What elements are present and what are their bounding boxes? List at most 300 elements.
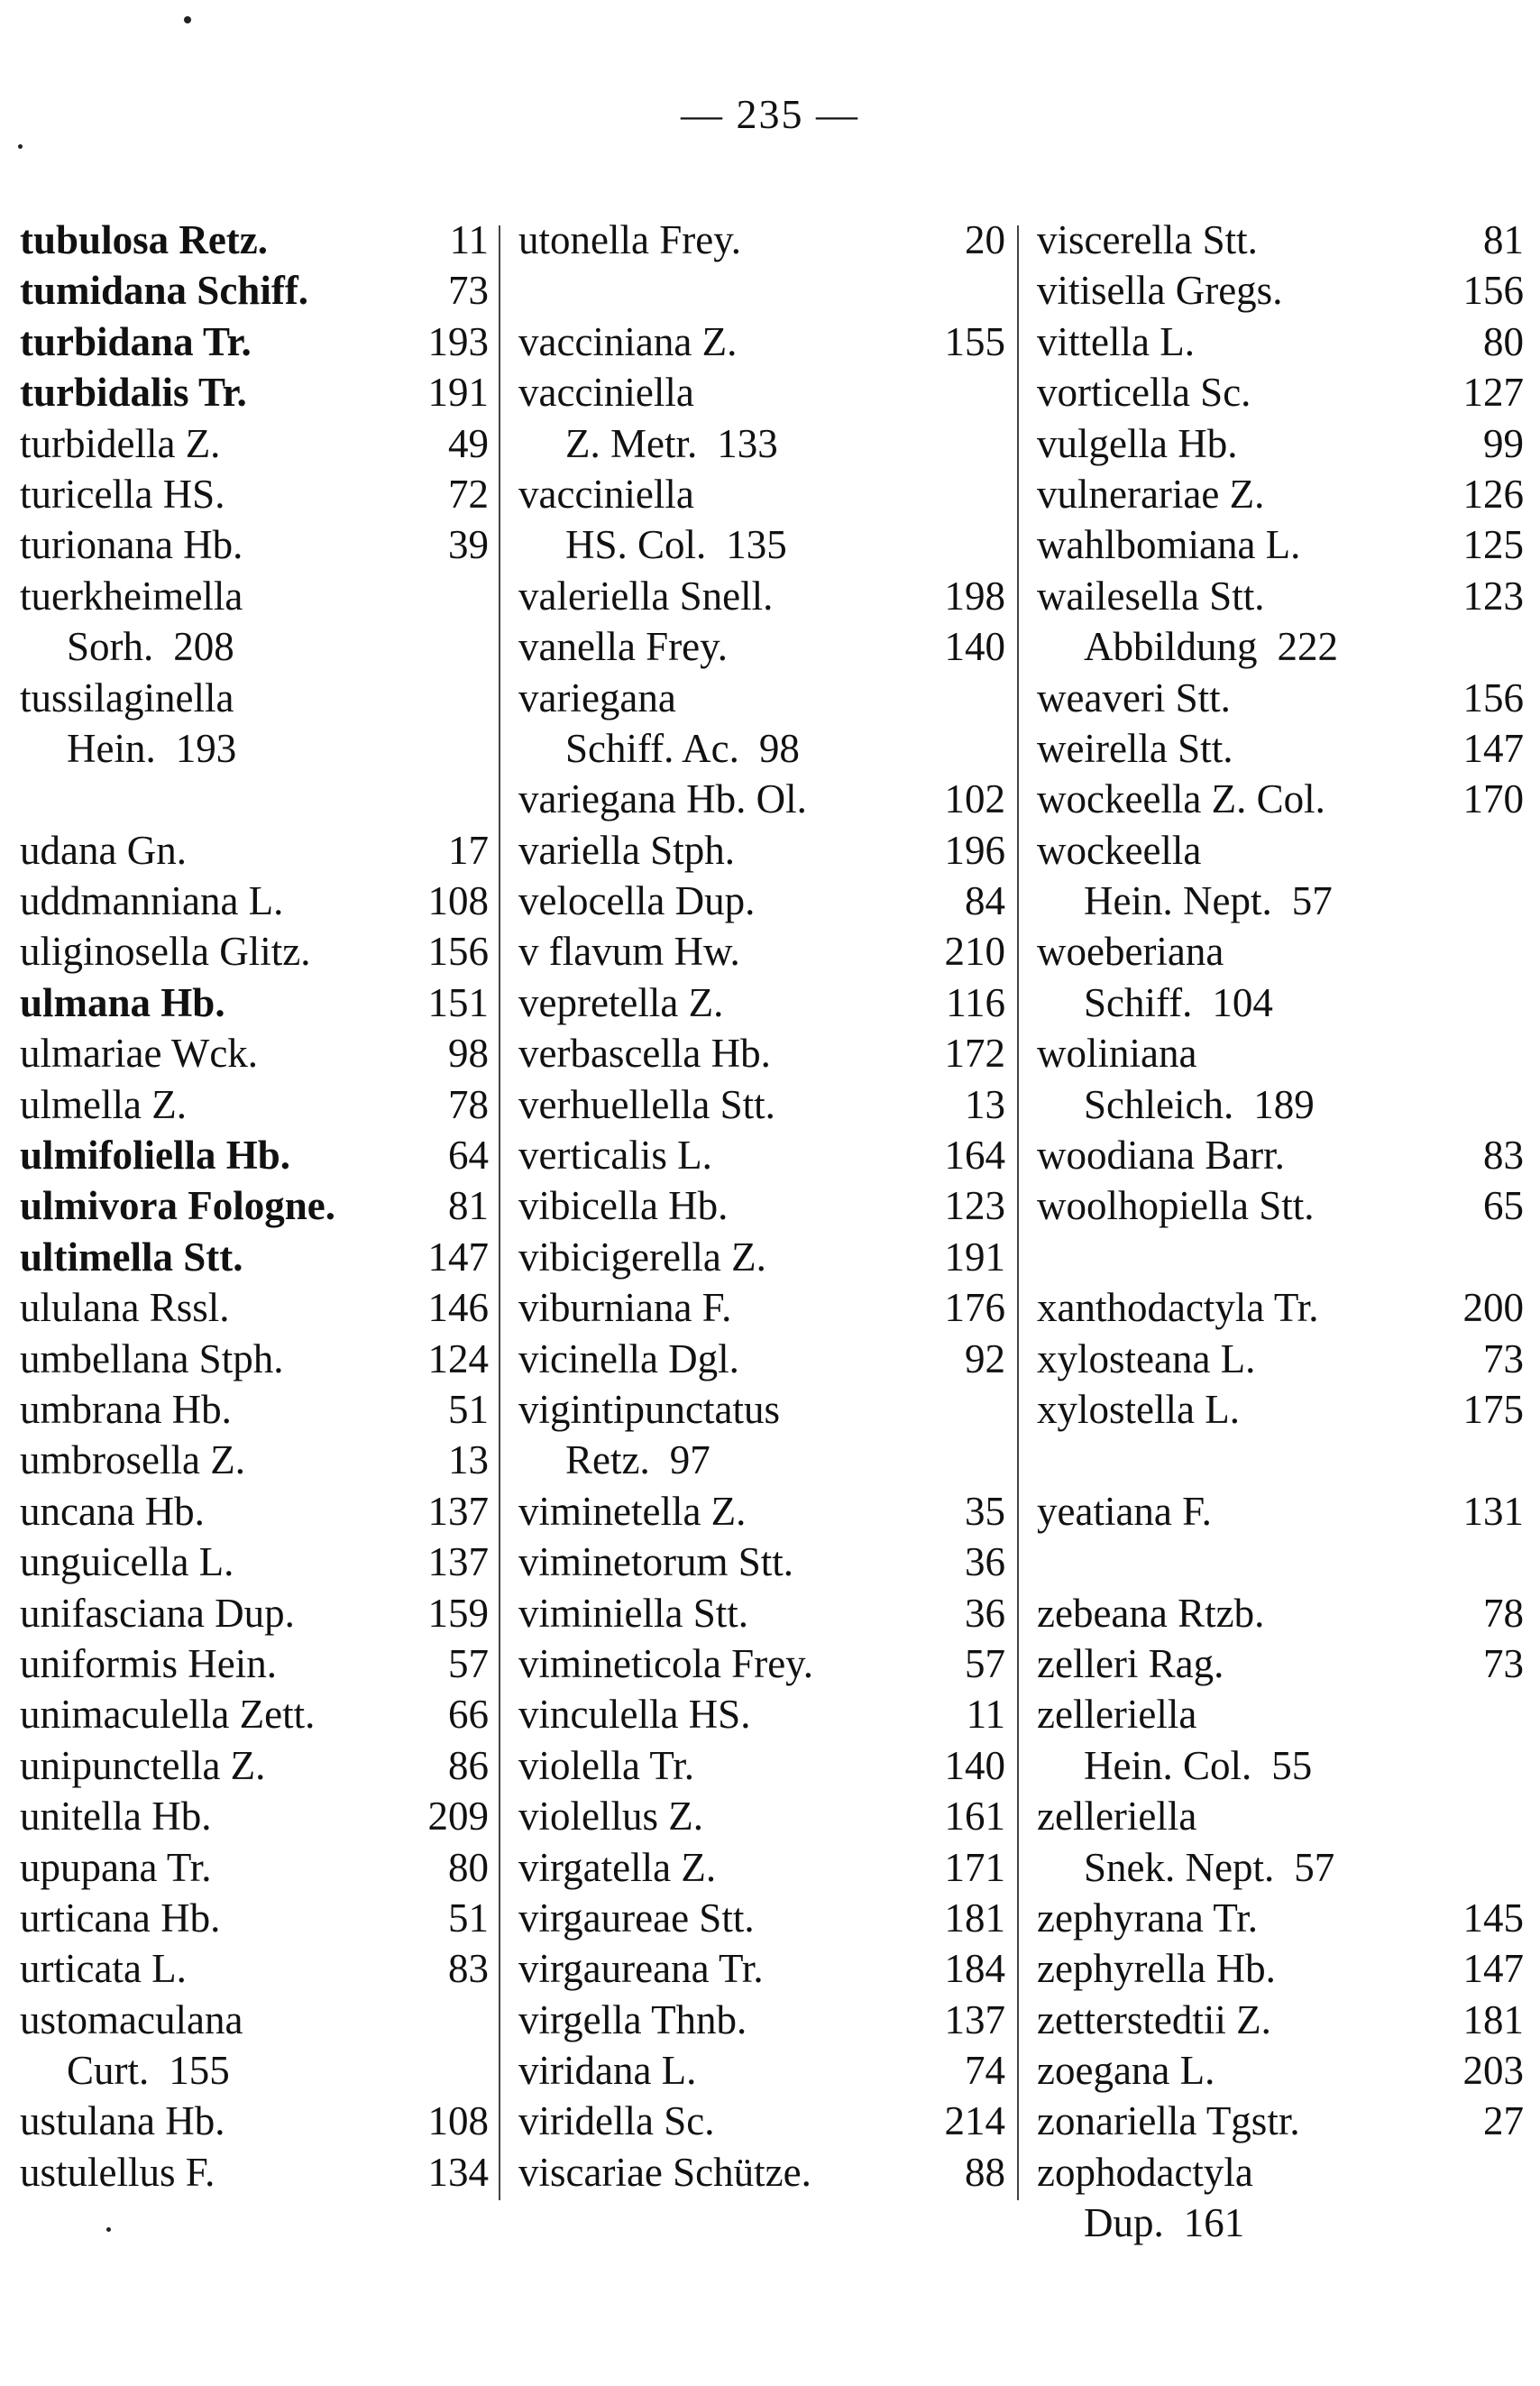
ink-speck: [106, 2227, 111, 2232]
index-column-2: [518, 215, 1005, 2198]
entry-page-number: 97: [669, 1437, 710, 1483]
index-entry: [20, 2096, 489, 2146]
entry-page-number: 72: [448, 471, 489, 517]
entry-name: upupana Tr.: [20, 1844, 212, 1890]
entry-name: virgella Thnb.: [518, 1996, 747, 2042]
entry-page-number: 147: [1462, 725, 1524, 771]
entry-page-number: 92: [965, 1335, 1005, 1381]
index-entry: [20, 1282, 489, 1333]
entry-name: vulnerariae Z.: [1037, 471, 1265, 517]
index-entry: [20, 1384, 489, 1435]
entry-page-number: 108: [427, 878, 489, 924]
index-entry: [20, 926, 489, 977]
index-entry: [20, 1180, 489, 1231]
index-entry: [1037, 2198, 1524, 2248]
index-entry: [1037, 2147, 1524, 2198]
index-entry: [20, 1995, 489, 2045]
entry-name: wahlbomiana L.: [1037, 522, 1301, 568]
entry-name: virgatella Z.: [518, 1844, 717, 1890]
entry-page-number: 17: [448, 827, 489, 873]
entry-page-number: 196: [944, 827, 1005, 873]
entry-name: Curt.: [67, 2048, 150, 2094]
entry-name: unifasciana Dup.: [20, 1590, 295, 1636]
entry-page-number: 83: [1483, 1133, 1524, 1179]
index-entry: [518, 977, 1005, 1028]
page-number: — 235 —: [681, 91, 859, 137]
entry-name: velocella Dup.: [518, 878, 756, 924]
entry-page-number: 99: [1483, 420, 1524, 466]
entry-name: udana Gn.: [20, 827, 187, 873]
index-entry: [1037, 1943, 1524, 1994]
index-entry: [20, 977, 489, 1028]
entry-page-number: 156: [1462, 675, 1524, 720]
entry-name: Abbildung: [1084, 624, 1258, 670]
index-entry: [1037, 367, 1524, 418]
entry-spacer: [518, 265, 1005, 316]
entry-page-number: 88: [965, 2149, 1005, 2195]
entry-name: vacciniella: [518, 471, 694, 517]
entry-name: violella Tr.: [518, 1742, 695, 1788]
entry-name: unitella Hb.: [20, 1794, 212, 1840]
entry-name: virgaureae Stt.: [518, 1895, 755, 1941]
entry-page-number: 81: [448, 1183, 489, 1229]
entry-page-number: 171: [944, 1844, 1005, 1890]
index-entry: [1037, 1588, 1524, 1638]
entry-name: Hein. Col.: [1084, 1742, 1252, 1788]
index-entry: [1037, 1740, 1524, 1791]
index-entry: [1037, 673, 1524, 723]
entry-page-number: 184: [944, 1946, 1005, 1992]
entry-name: zelleriella: [1037, 1692, 1197, 1738]
entry-page-number: 210: [944, 929, 1005, 975]
ink-speck: [184, 16, 191, 23]
entry-page-number: 57: [1291, 878, 1333, 924]
entry-page-number: 27: [1483, 2098, 1524, 2144]
index-entry: [518, 1384, 1005, 1435]
entry-name: uliginosella Glitz.: [20, 929, 311, 975]
entry-name: ustulellus F.: [20, 2149, 215, 2195]
entry-page-number: 80: [448, 1844, 489, 1890]
entry-name: ulmariae Wck.: [20, 1031, 259, 1077]
entry-page-number: 140: [944, 624, 1005, 670]
entry-name: tubulosa Retz.: [20, 217, 269, 262]
entry-page-number: 170: [1462, 776, 1524, 822]
index-entry: [518, 876, 1005, 926]
entry-page-number: 133: [717, 420, 778, 466]
index-entry: [518, 418, 1005, 469]
entry-name: verhuellella Stt.: [518, 1081, 775, 1127]
entry-page-number: 13: [965, 1081, 1005, 1127]
entry-page-number: 20: [965, 217, 1005, 262]
index-entry: [20, 1943, 489, 1994]
index-entry: [518, 1995, 1005, 2045]
entry-page-number: 125: [1462, 522, 1524, 568]
entry-name: variegana Hb. Ol.: [518, 776, 807, 822]
entry-name: woliniana: [1037, 1031, 1197, 1077]
index-entry: [518, 774, 1005, 824]
entry-page-number: 189: [1253, 1081, 1315, 1127]
index-entry: [518, 1435, 1005, 1485]
entry-page-number: 156: [427, 929, 489, 975]
entry-name: Hein. Nept.: [1084, 878, 1272, 924]
entry-name: zephyrella Hb.: [1037, 1946, 1276, 1992]
entry-name: HS. Col.: [565, 522, 707, 568]
index-column-3: [1037, 215, 1524, 2249]
entry-name: verbascella Hb.: [518, 1031, 771, 1077]
entry-name: viminetella Z.: [518, 1488, 747, 1534]
entry-page-number: 209: [427, 1794, 489, 1840]
index-entry: [1037, 1486, 1524, 1537]
entry-page-number: 198: [944, 573, 1005, 619]
entry-name: Schiff.: [1084, 979, 1193, 1025]
index-entry: [518, 1588, 1005, 1638]
index-entry: [1037, 418, 1524, 469]
column-divider-left: [499, 225, 500, 2200]
entry-name: xylosteana L.: [1037, 1335, 1256, 1381]
index-entry: [518, 1893, 1005, 1943]
entry-name: variella Stph.: [518, 827, 735, 873]
index-entry: [518, 1180, 1005, 1231]
index-entry: [518, 519, 1005, 570]
entry-name: wockeella: [1037, 827, 1202, 873]
entry-name: zelleri Rag.: [1037, 1640, 1224, 1686]
entry-name: viscerella Stt.: [1037, 217, 1258, 262]
entry-page-number: 98: [758, 725, 800, 771]
entry-name: unguicella L.: [20, 1539, 234, 1585]
entry-page-number: 57: [448, 1640, 489, 1686]
index-entry: [1037, 1180, 1524, 1231]
index-entry: [20, 2045, 489, 2096]
entry-name: turbidalis Tr.: [20, 370, 247, 416]
entry-name: tumidana Schiff.: [20, 268, 309, 314]
index-entry: [20, 571, 489, 621]
entry-page-number: 203: [1462, 2048, 1524, 2094]
entry-name: ustomaculana: [20, 1996, 243, 2042]
entry-page-number: 127: [1462, 370, 1524, 416]
entry-name: tussilaginella: [20, 675, 234, 720]
entry-name: uniformis Hein.: [20, 1640, 277, 1686]
entry-name: verticalis L.: [518, 1133, 712, 1179]
index-entry: [20, 469, 489, 519]
entry-name: woolhopiella Stt.: [1037, 1183, 1315, 1229]
entry-page-number: 57: [1294, 1844, 1335, 1890]
index-entry: [20, 265, 489, 316]
index-entry: [20, 1791, 489, 1841]
entry-page-number: 84: [965, 878, 1005, 924]
entry-page-number: 123: [1462, 573, 1524, 619]
entry-page-number: 49: [448, 420, 489, 466]
index-entry: [20, 1588, 489, 1638]
index-entry: [1037, 2096, 1524, 2146]
index-entry: [20, 1079, 489, 1130]
entry-spacer: [1037, 1435, 1524, 1485]
entry-page-number: 200: [1462, 1285, 1524, 1331]
entry-page-number: 208: [173, 624, 234, 670]
index-entry: [518, 1079, 1005, 1130]
entry-name: ulmivora Fologne.: [20, 1183, 335, 1229]
entry-name: turicella HS.: [20, 471, 225, 517]
index-entry: [518, 317, 1005, 367]
index-entry: [518, 1791, 1005, 1841]
entry-name: valeriella Snell.: [518, 573, 774, 619]
index-entry: [20, 723, 489, 774]
entry-page-number: 155: [169, 2048, 230, 2094]
entry-name: zophodactyla: [1037, 2149, 1253, 2195]
entry-name: vittella L.: [1037, 318, 1195, 364]
index-entry: [518, 215, 1005, 265]
entry-page-number: 35: [965, 1488, 1005, 1534]
entry-page-number: 135: [726, 522, 787, 568]
index-entry: [518, 825, 1005, 876]
entry-page-number: 73: [1483, 1335, 1524, 1381]
entry-name: turbidella Z.: [20, 420, 221, 466]
entry-page-number: 193: [427, 318, 489, 364]
entry-spacer: [1037, 1232, 1524, 1282]
entry-page-number: 161: [1183, 2200, 1245, 2246]
entry-page-number: 172: [944, 1031, 1005, 1077]
column-divider-right: [1017, 225, 1019, 2200]
index-entry: [518, 571, 1005, 621]
index-entry: [1037, 571, 1524, 621]
index-entry: [20, 317, 489, 367]
entry-name: Dup.: [1084, 2200, 1164, 2246]
index-entry: [20, 1334, 489, 1384]
index-entry: [518, 1282, 1005, 1333]
entry-name: vanella Frey.: [518, 624, 728, 670]
index-entry: [518, 2147, 1005, 2198]
entry-page-number: 36: [965, 1539, 1005, 1585]
index-entry: [20, 621, 489, 672]
index-entry: [20, 418, 489, 469]
entry-name: zoegana L.: [1037, 2048, 1215, 2094]
index-column-1: [20, 215, 489, 2198]
index-entry: [1037, 825, 1524, 876]
entry-name: Hein.: [67, 725, 156, 771]
entry-page-number: 116: [946, 979, 1005, 1025]
entry-page-number: 147: [427, 1234, 489, 1280]
index-entry: [1037, 1791, 1524, 1841]
entry-page-number: 73: [1483, 1640, 1524, 1686]
entry-page-number: 108: [427, 2098, 489, 2144]
entry-page-number: 146: [427, 1285, 489, 1331]
index-entry: [20, 519, 489, 570]
entry-page-number: 131: [1462, 1488, 1524, 1534]
index-entry: [518, 1537, 1005, 1587]
index-entry: [20, 215, 489, 265]
entry-name: vinculella HS.: [518, 1692, 751, 1738]
index-entry: [518, 926, 1005, 977]
entry-page-number: 137: [427, 1488, 489, 1534]
index-entry: [518, 1028, 1005, 1078]
index-entry: [1037, 317, 1524, 367]
index-entry: [1037, 774, 1524, 824]
entry-name: yeatiana F.: [1037, 1488, 1212, 1534]
entry-page-number: 102: [944, 776, 1005, 822]
entry-name: vulgella Hb.: [1037, 420, 1238, 466]
entry-name: virgaureana Tr.: [518, 1946, 764, 1992]
index-entry: [20, 1028, 489, 1078]
index-entry: [518, 1842, 1005, 1893]
entry-name: vacciniella: [518, 370, 694, 416]
index-entry: [518, 1943, 1005, 1994]
entry-name: ulmifoliella Hb.: [20, 1133, 291, 1179]
entry-name: unimaculella Zett.: [20, 1692, 316, 1738]
entry-page-number: 55: [1271, 1742, 1313, 1788]
entry-name: ulmella Z.: [20, 1081, 187, 1127]
entry-name: weaveri Stt.: [1037, 675, 1231, 720]
entry-page-number: 78: [1483, 1590, 1524, 1636]
index-entry: [518, 673, 1005, 723]
entry-name: vigintipunctatus: [518, 1386, 780, 1432]
index-entry: [20, 1486, 489, 1537]
entry-name: uncana Hb.: [20, 1488, 205, 1534]
entry-name: unipunctella Z.: [20, 1742, 266, 1788]
index-entry: [518, 1232, 1005, 1282]
index-entry: [1037, 1689, 1524, 1739]
entry-page-number: 11: [966, 1692, 1005, 1738]
entry-page-number: 66: [448, 1692, 489, 1738]
index-entry: [1037, 215, 1524, 265]
entry-name: xanthodactyla Tr.: [1037, 1285, 1319, 1331]
entry-name: zelleriella: [1037, 1794, 1197, 1840]
index-entry: [1037, 1282, 1524, 1333]
entry-name: umbellana Stph.: [20, 1335, 284, 1381]
entry-page-number: 51: [448, 1895, 489, 1941]
entry-page-number: 155: [944, 318, 1005, 364]
entry-name: ulmana Hb.: [20, 979, 225, 1025]
index-entry: [1037, 876, 1524, 926]
entry-page-number: 193: [175, 725, 237, 771]
index-entry: [1037, 1079, 1524, 1130]
entry-name: zetterstedtii Z.: [1037, 1996, 1271, 2042]
entry-name: viminetorum Stt.: [518, 1539, 794, 1585]
index-entry: [518, 1638, 1005, 1689]
index-entry: [1037, 469, 1524, 519]
index-entry: [518, 1130, 1005, 1180]
entry-name: Schleich.: [1084, 1081, 1234, 1127]
entry-page-number: 124: [427, 1335, 489, 1381]
index-entry: [20, 876, 489, 926]
entry-name: uddmanniana L.: [20, 878, 284, 924]
index-entry: [1037, 519, 1524, 570]
entry-name: zebeana Rtzb.: [1037, 1590, 1265, 1636]
entry-name: tuerkheimella: [20, 573, 243, 619]
index-entry: [20, 1689, 489, 1739]
entry-name: vicinella Dgl.: [518, 1335, 739, 1381]
index-entry: [1037, 1842, 1524, 1893]
entry-page-number: 13: [448, 1437, 489, 1483]
entry-name: viscariae Schütze.: [518, 2149, 811, 2195]
entry-page-number: 78: [448, 1081, 489, 1127]
index-entry: [20, 2147, 489, 2198]
entry-spacer: [1037, 1537, 1524, 1587]
entry-name: violellus Z.: [518, 1794, 703, 1840]
entry-name: vimineticola Frey.: [518, 1640, 813, 1686]
index-entry: [518, 1334, 1005, 1384]
entry-name: zephyrana Tr.: [1037, 1895, 1258, 1941]
index-entry: [20, 1842, 489, 1893]
entry-name: viridana L.: [518, 2048, 697, 2094]
entry-page-number: 137: [427, 1539, 489, 1585]
index-entry: [518, 469, 1005, 519]
index-entry: [518, 2096, 1005, 2146]
index-entry: [1037, 1028, 1524, 1078]
entry-name: viridella Sc.: [518, 2098, 715, 2144]
index-entry: [518, 1740, 1005, 1791]
entry-name: weirella Stt.: [1037, 725, 1233, 771]
entry-page-number: 159: [427, 1590, 489, 1636]
index-entry: [1037, 265, 1524, 316]
entry-name: ululana Rssl.: [20, 1285, 230, 1331]
entry-name: woeberiana: [1037, 929, 1224, 975]
entry-name: Retz.: [565, 1437, 650, 1483]
entry-name: vibicella Hb.: [518, 1183, 729, 1229]
entry-page-number: 145: [1462, 1895, 1524, 1941]
entry-name: umbrana Hb.: [20, 1386, 232, 1432]
entry-name: viminiella Stt.: [518, 1590, 748, 1636]
index-entry: [518, 621, 1005, 672]
entry-name: vacciniana Z.: [518, 318, 738, 364]
entry-page-number: 51: [448, 1386, 489, 1432]
entry-page-number: 140: [944, 1742, 1005, 1788]
index-entry: [20, 1232, 489, 1282]
entry-page-number: 222: [1277, 624, 1339, 670]
entry-name: urticata L.: [20, 1946, 187, 1992]
entry-page-number: 65: [1483, 1183, 1524, 1229]
entry-name: variegana: [518, 675, 676, 720]
entry-page-number: 11: [449, 217, 489, 262]
index-entry: [1037, 723, 1524, 774]
entry-spacer: [20, 774, 489, 824]
entry-page-number: 214: [944, 2098, 1005, 2144]
entry-page-number: 81: [1483, 217, 1524, 262]
entry-page-number: 156: [1462, 268, 1524, 314]
entry-name: viburniana F.: [518, 1285, 732, 1331]
entry-name: Schiff. Ac.: [565, 725, 739, 771]
entry-name: vibicigerella Z.: [518, 1234, 766, 1280]
entry-name: woodiana Barr.: [1037, 1133, 1285, 1179]
entry-name: umbrosella Z.: [20, 1437, 245, 1483]
entry-page-number: 64: [448, 1133, 489, 1179]
ink-speck: [18, 144, 23, 149]
index-entry: [20, 1740, 489, 1791]
entry-name: vepretella Z.: [518, 979, 724, 1025]
entry-name: ustulana Hb.: [20, 2098, 225, 2144]
index-entry: [1037, 926, 1524, 977]
entry-page-number: 83: [448, 1946, 489, 1992]
index-entry: [518, 1486, 1005, 1537]
entry-name: wockeella Z. Col.: [1037, 776, 1325, 822]
entry-name: turionana Hb.: [20, 522, 243, 568]
entry-page-number: 39: [448, 522, 489, 568]
index-entry: [20, 1893, 489, 1943]
entry-name: wailesella Stt.: [1037, 573, 1265, 619]
entry-page-number: 73: [448, 268, 489, 314]
entry-name: zonariella Tgstr.: [1037, 2098, 1300, 2144]
entry-page-number: 147: [1462, 1946, 1524, 1992]
index-entry: [20, 1130, 489, 1180]
entry-page-number: 181: [944, 1895, 1005, 1941]
index-entry: [518, 1689, 1005, 1739]
index-entry: [20, 673, 489, 723]
entry-page-number: 164: [944, 1133, 1005, 1179]
entry-name: urticana Hb.: [20, 1895, 221, 1941]
entry-name: utonella Frey.: [518, 217, 742, 262]
entry-page-number: 126: [1462, 471, 1524, 517]
entry-name: vitisella Gregs.: [1037, 268, 1283, 314]
entry-page-number: 137: [944, 1996, 1005, 2042]
entry-page-number: 86: [448, 1742, 489, 1788]
